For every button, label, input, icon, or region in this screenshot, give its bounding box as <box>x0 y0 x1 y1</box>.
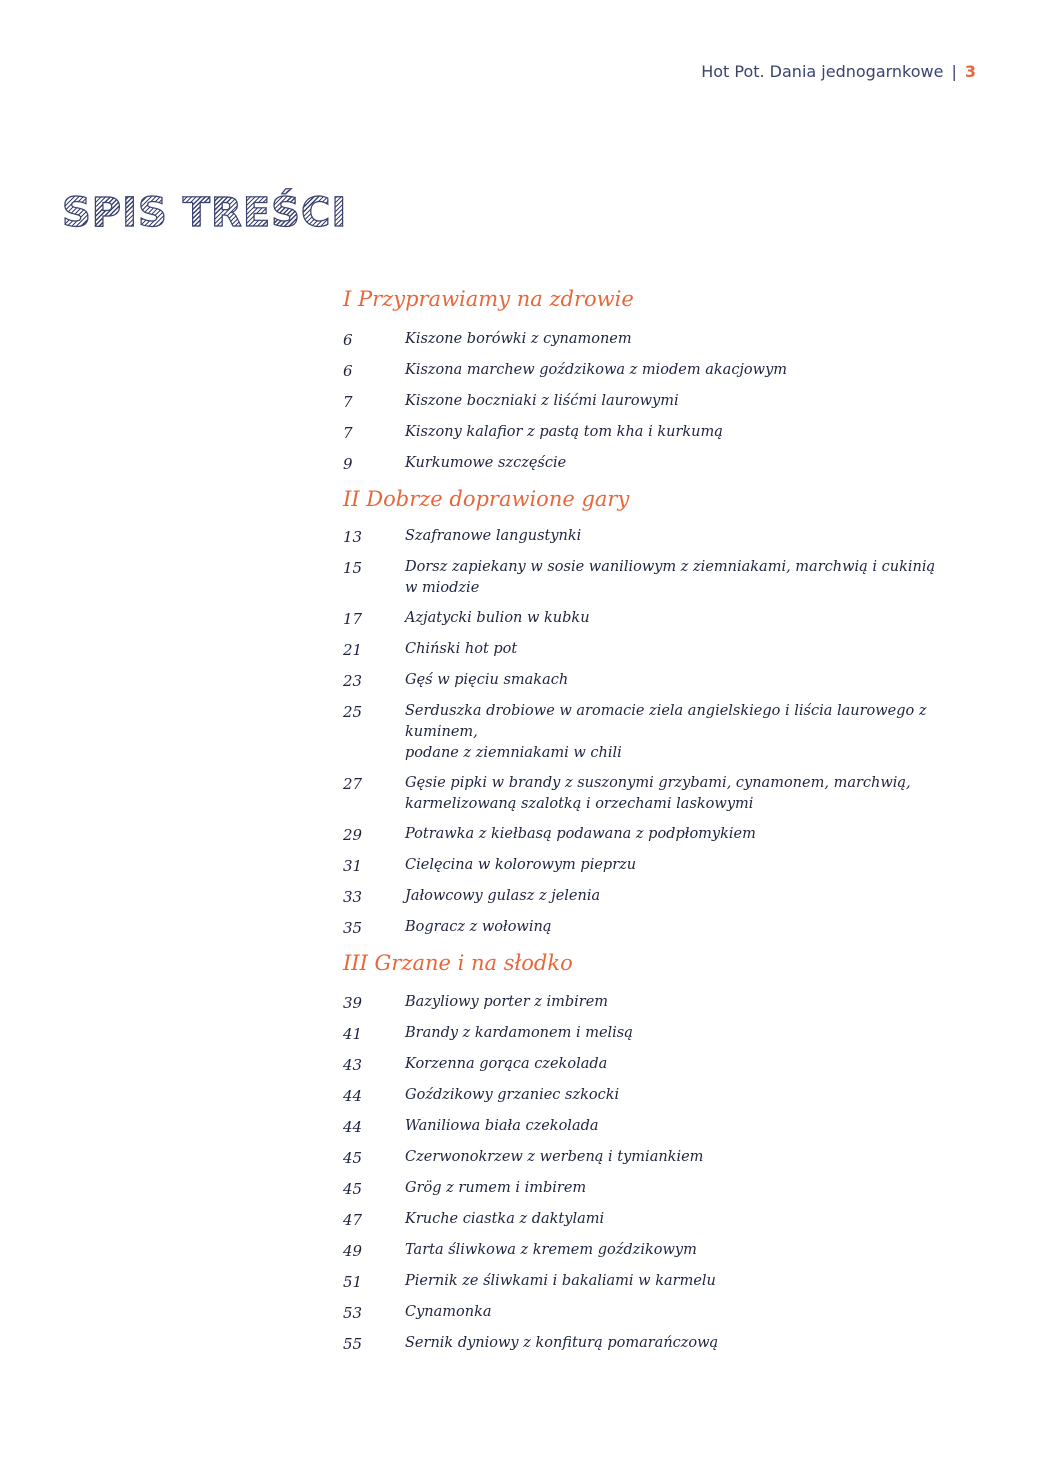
entry-page-number: 55 <box>343 1335 363 1353</box>
entry-title <box>405 1054 607 1076</box>
entry-title-line: karmelizowaną szalotką i orzechami laskowymi <box>405 796 754 812</box>
entry-page-number: 45 <box>343 1149 363 1167</box>
entry-title <box>405 1302 492 1324</box>
toc-entry[interactable] <box>343 1302 983 1324</box>
entry-title <box>405 992 608 1014</box>
entry-page-number: 6 <box>343 331 353 349</box>
entry-title <box>405 1023 633 1045</box>
toc-entry[interactable] <box>343 639 983 661</box>
entry-page-number: 23 <box>343 672 363 690</box>
toc-entry[interactable] <box>343 329 983 351</box>
entry-title <box>405 360 787 382</box>
entry-title <box>405 608 590 630</box>
entry-title-line: Kruche ciastka z daktylami <box>405 1211 605 1227</box>
entry-title <box>405 670 568 692</box>
entry-title-line: Goździkowy grzaniec szkocki <box>405 1087 620 1103</box>
entry-page-number: 51 <box>343 1273 363 1291</box>
entry-title <box>405 1240 697 1262</box>
entry-page-number: 39 <box>343 994 363 1012</box>
entry-title <box>405 824 756 846</box>
toc-entry[interactable] <box>343 1023 983 1045</box>
entry-title-line: Korzenna gorąca czekolada <box>405 1056 608 1072</box>
entry-title-line: Dorsz zapiekany w sosie waniliowym z ziemniakami, marchwią i cukinią <box>405 559 936 575</box>
entry-title-line: Waniliowa biała czekolada <box>405 1118 599 1134</box>
entry-page-number: 25 <box>343 703 363 721</box>
entry-page-number: 29 <box>343 826 363 844</box>
entry-title <box>405 639 517 661</box>
toc-entry[interactable] <box>343 1147 983 1169</box>
entry-title <box>405 557 935 599</box>
entry-title <box>405 329 632 351</box>
section-title: II Dobrze doprawione gary <box>343 487 630 511</box>
book-title: Hot Pot. Dania jednogarnkowe <box>701 62 944 81</box>
entry-title-line: Jałowcowy gulasz z jelenia <box>405 888 601 904</box>
entry-title <box>405 1178 586 1200</box>
entry-page-number: 41 <box>343 1025 363 1043</box>
entry-page-number: 49 <box>343 1242 363 1260</box>
entry-page-number: 33 <box>343 888 363 906</box>
entry-title-line: Azjatycki bulion w kubku <box>405 610 590 626</box>
entry-title <box>405 886 600 908</box>
entry-page-number: 15 <box>343 559 363 577</box>
toc-heading: SPIS TREŚCI <box>62 190 348 236</box>
toc-entry[interactable] <box>343 391 983 413</box>
toc-entry[interactable] <box>343 992 983 1014</box>
entry-page-number: 44 <box>343 1087 363 1105</box>
entry-title <box>405 453 566 475</box>
toc-entry[interactable] <box>343 1209 983 1231</box>
toc-entry[interactable] <box>343 1054 983 1076</box>
toc-entry[interactable] <box>343 1271 983 1293</box>
entry-title-line: Piernik ze śliwkami i bakaliami w karmelu <box>405 1273 716 1289</box>
section-title: I Przyprawiamy na zdrowie <box>343 287 634 311</box>
entry-title <box>405 855 636 877</box>
entry-title <box>405 1147 703 1169</box>
toc-entry[interactable] <box>343 1240 983 1262</box>
entry-page-number: 47 <box>343 1211 363 1229</box>
toc-entry[interactable] <box>343 1116 983 1138</box>
entry-title-line: Kiszone borówki z cynamonem <box>405 331 632 347</box>
entry-page-number: 53 <box>343 1304 363 1322</box>
toc-entry[interactable] <box>343 557 983 599</box>
toc-entry[interactable] <box>343 824 983 846</box>
entry-title <box>405 1209 604 1231</box>
entry-title-line: Sernik dyniowy z konfiturą pomarańczową <box>405 1335 719 1351</box>
header-separator: | <box>951 62 957 81</box>
page-number: 3 <box>964 62 976 81</box>
entry-title <box>405 422 723 444</box>
entry-title <box>405 1333 718 1355</box>
entry-title-line: Kiszona marchew goździkowa z miodem akacjowym <box>405 362 788 378</box>
entry-title <box>405 1085 619 1107</box>
entry-title-line: Chiński hot pot <box>405 641 518 657</box>
toc-entry[interactable] <box>343 917 983 939</box>
section-title: III Grzane i na słodko <box>343 951 573 975</box>
entry-title-line: Cynamonka <box>405 1304 492 1320</box>
entry-title <box>405 1271 716 1293</box>
entry-page-number: 27 <box>343 775 363 793</box>
toc-entry[interactable] <box>343 608 983 630</box>
entry-title-line: Szafranowe langustynki <box>405 528 582 544</box>
toc-entry[interactable] <box>343 1178 983 1200</box>
toc-entry[interactable] <box>343 855 983 877</box>
toc-entry[interactable] <box>343 453 983 475</box>
entry-page-number: 43 <box>343 1056 363 1074</box>
entry-page-number: 13 <box>343 528 363 546</box>
entry-title-line: Bazyliowy porter z imbirem <box>405 994 609 1010</box>
entry-page-number: 17 <box>343 610 363 628</box>
entry-title-line: Brandy z kardamonem i melisą <box>405 1025 633 1041</box>
toc-entry[interactable] <box>343 773 983 815</box>
entry-title-line: Bogracz z wołowiną <box>405 919 552 935</box>
entry-title-line: Serduszka drobiowe w aromacie ziela angielskiego i liścia laurowego z kuminem, <box>405 703 927 740</box>
toc-entry[interactable] <box>343 360 983 382</box>
entry-page-number: 44 <box>343 1118 363 1136</box>
toc-entry[interactable] <box>343 422 983 444</box>
entry-title-line: Potrawka z kiełbasą podawana z podpłomykiem <box>405 826 756 842</box>
entry-title-line: Kiszone boczniaki z liśćmi laurowymi <box>405 393 679 409</box>
entry-title-line: Kiszony kalafior z pastą tom kha i kurkumą <box>405 424 723 440</box>
entry-title-line: Tarta śliwkowa z kremem goździkowym <box>405 1242 697 1258</box>
entry-title-line: Gęsie pipki w brandy z suszonymi grzybami, cynamonem, marchwią, <box>405 775 911 791</box>
entry-title-line: podane z ziemniakami w chili <box>405 745 622 761</box>
entry-page-number: 7 <box>343 393 353 411</box>
entry-title-line: Gęś w pięciu smakach <box>405 672 569 688</box>
toc-entry[interactable] <box>343 1085 983 1107</box>
entry-page-number: 45 <box>343 1180 363 1198</box>
entry-title <box>405 773 911 815</box>
entry-page-number: 31 <box>343 857 363 875</box>
toc-entry[interactable] <box>343 886 983 908</box>
entry-title-line: w miodzie <box>405 580 480 596</box>
entry-title <box>405 917 551 939</box>
entry-title <box>405 1116 599 1138</box>
toc-entry[interactable] <box>343 1333 983 1355</box>
toc-entry[interactable] <box>343 526 983 548</box>
entry-title <box>405 391 679 413</box>
running-header <box>701 62 976 81</box>
entry-title-line: Grög z rumem i imbirem <box>405 1180 587 1196</box>
entry-title-line: Cielęcina w kolorowym pieprzu <box>405 857 637 873</box>
entry-title <box>405 701 983 764</box>
table-of-contents <box>343 284 983 1364</box>
entry-title-line: Czerwonokrzew z werbeną i tymiankiem <box>405 1149 704 1165</box>
entry-title <box>405 526 581 548</box>
toc-entry[interactable] <box>343 670 983 692</box>
entry-page-number: 21 <box>343 641 363 659</box>
entry-page-number: 35 <box>343 919 363 937</box>
toc-entry[interactable] <box>343 701 983 764</box>
entry-page-number: 9 <box>343 455 353 473</box>
entry-title-line: Kurkumowe szczęście <box>405 455 567 471</box>
entry-page-number: 7 <box>343 424 353 442</box>
entry-page-number: 6 <box>343 362 353 380</box>
